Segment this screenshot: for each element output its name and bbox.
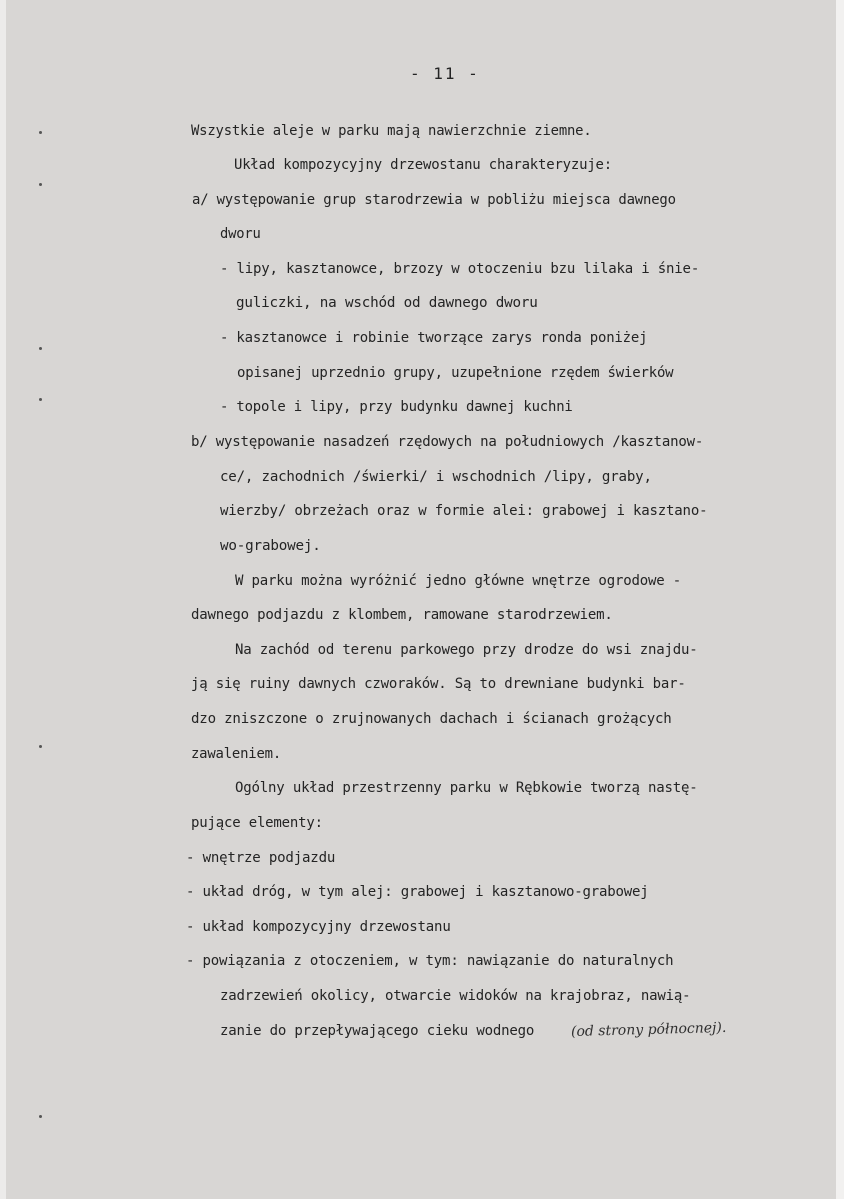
text-line: zawaleniem. <box>191 745 282 762</box>
text-line: Na zachód od terenu parkowego przy drodze do wsi znajdu- <box>235 641 698 658</box>
text-line: ją się ruiny dawnych czworaków. Są to drewniane budynki bar- <box>191 675 686 692</box>
text-line: zanie do przepływającego cieku wodnego <box>220 1022 535 1039</box>
text-line: wo-grabowej. <box>220 537 321 554</box>
text-line: Układ kompozycyjny drzewostanu charakteryzuje: <box>234 156 612 173</box>
margin-mark <box>39 1115 42 1118</box>
margin-mark <box>39 131 42 134</box>
text-line: guliczki, na wschód od dawnego dworu <box>236 294 538 311</box>
margin-mark <box>39 347 42 350</box>
text-line: - topole i lipy, przy budynku dawnej kuchni <box>220 398 573 415</box>
text-line: Ogólny układ przestrzenny parku w Rębkowie tworzą nastę- <box>235 779 698 796</box>
text-line: dzo zniszczone o zrujnowanych dachach i ścianach grożących <box>191 710 672 727</box>
text-line: opisanej uprzednio grupy, uzupełnione rzędem świerków <box>237 364 674 381</box>
text-line: ce/, zachodnich /świerki/ i wschodnich /lipy, graby, <box>220 468 652 485</box>
text-line: W parku można wyróżnić jedno główne wnętrze ogrodowe - <box>235 572 682 589</box>
handwritten-note: (od strony północnej). <box>570 1019 727 1040</box>
margin-mark <box>39 183 42 186</box>
margin-mark <box>39 745 42 748</box>
text-line: dawnego podjazdu z klombem, ramowane starodrzewiem. <box>191 606 613 623</box>
text-line: - układ dróg, w tym alej: grabowej i kasztanowo-grabowej <box>186 883 649 900</box>
text-line: - powiązania z otoczeniem, w tym: nawiązanie do naturalnych <box>186 952 674 969</box>
text-line: pujące elementy: <box>191 814 323 831</box>
page-number: - 11 - <box>410 64 480 83</box>
text-line: - lipy, kasztanowce, brzozy w otoczeniu bzu lilaka i śnie- <box>220 260 700 277</box>
text-line: wierzby/ obrzeżach oraz w formie alei: grabowej i kasztano- <box>220 502 708 519</box>
text-line: dworu <box>220 225 261 242</box>
text-line: b/ występowanie nasadzeń rzędowych na południowych /kasztanow- <box>191 433 704 450</box>
text-line: Wszystkie aleje w parku mają nawierzchnie ziemne. <box>191 122 592 139</box>
text-line: a/ występowanie grup starodrzewia w pobliżu miejsca dawnego <box>192 191 676 208</box>
text-line: - układ kompozycyjny drzewostanu <box>186 918 451 935</box>
margin-mark <box>39 398 42 401</box>
text-line: zadrzewień okolicy, otwarcie widoków na krajobraz, nawią- <box>220 987 691 1004</box>
text-line: - wnętrze podjazdu <box>186 849 336 866</box>
text-line: - kasztanowce i robinie tworzące zarys ronda poniżej <box>220 329 648 346</box>
